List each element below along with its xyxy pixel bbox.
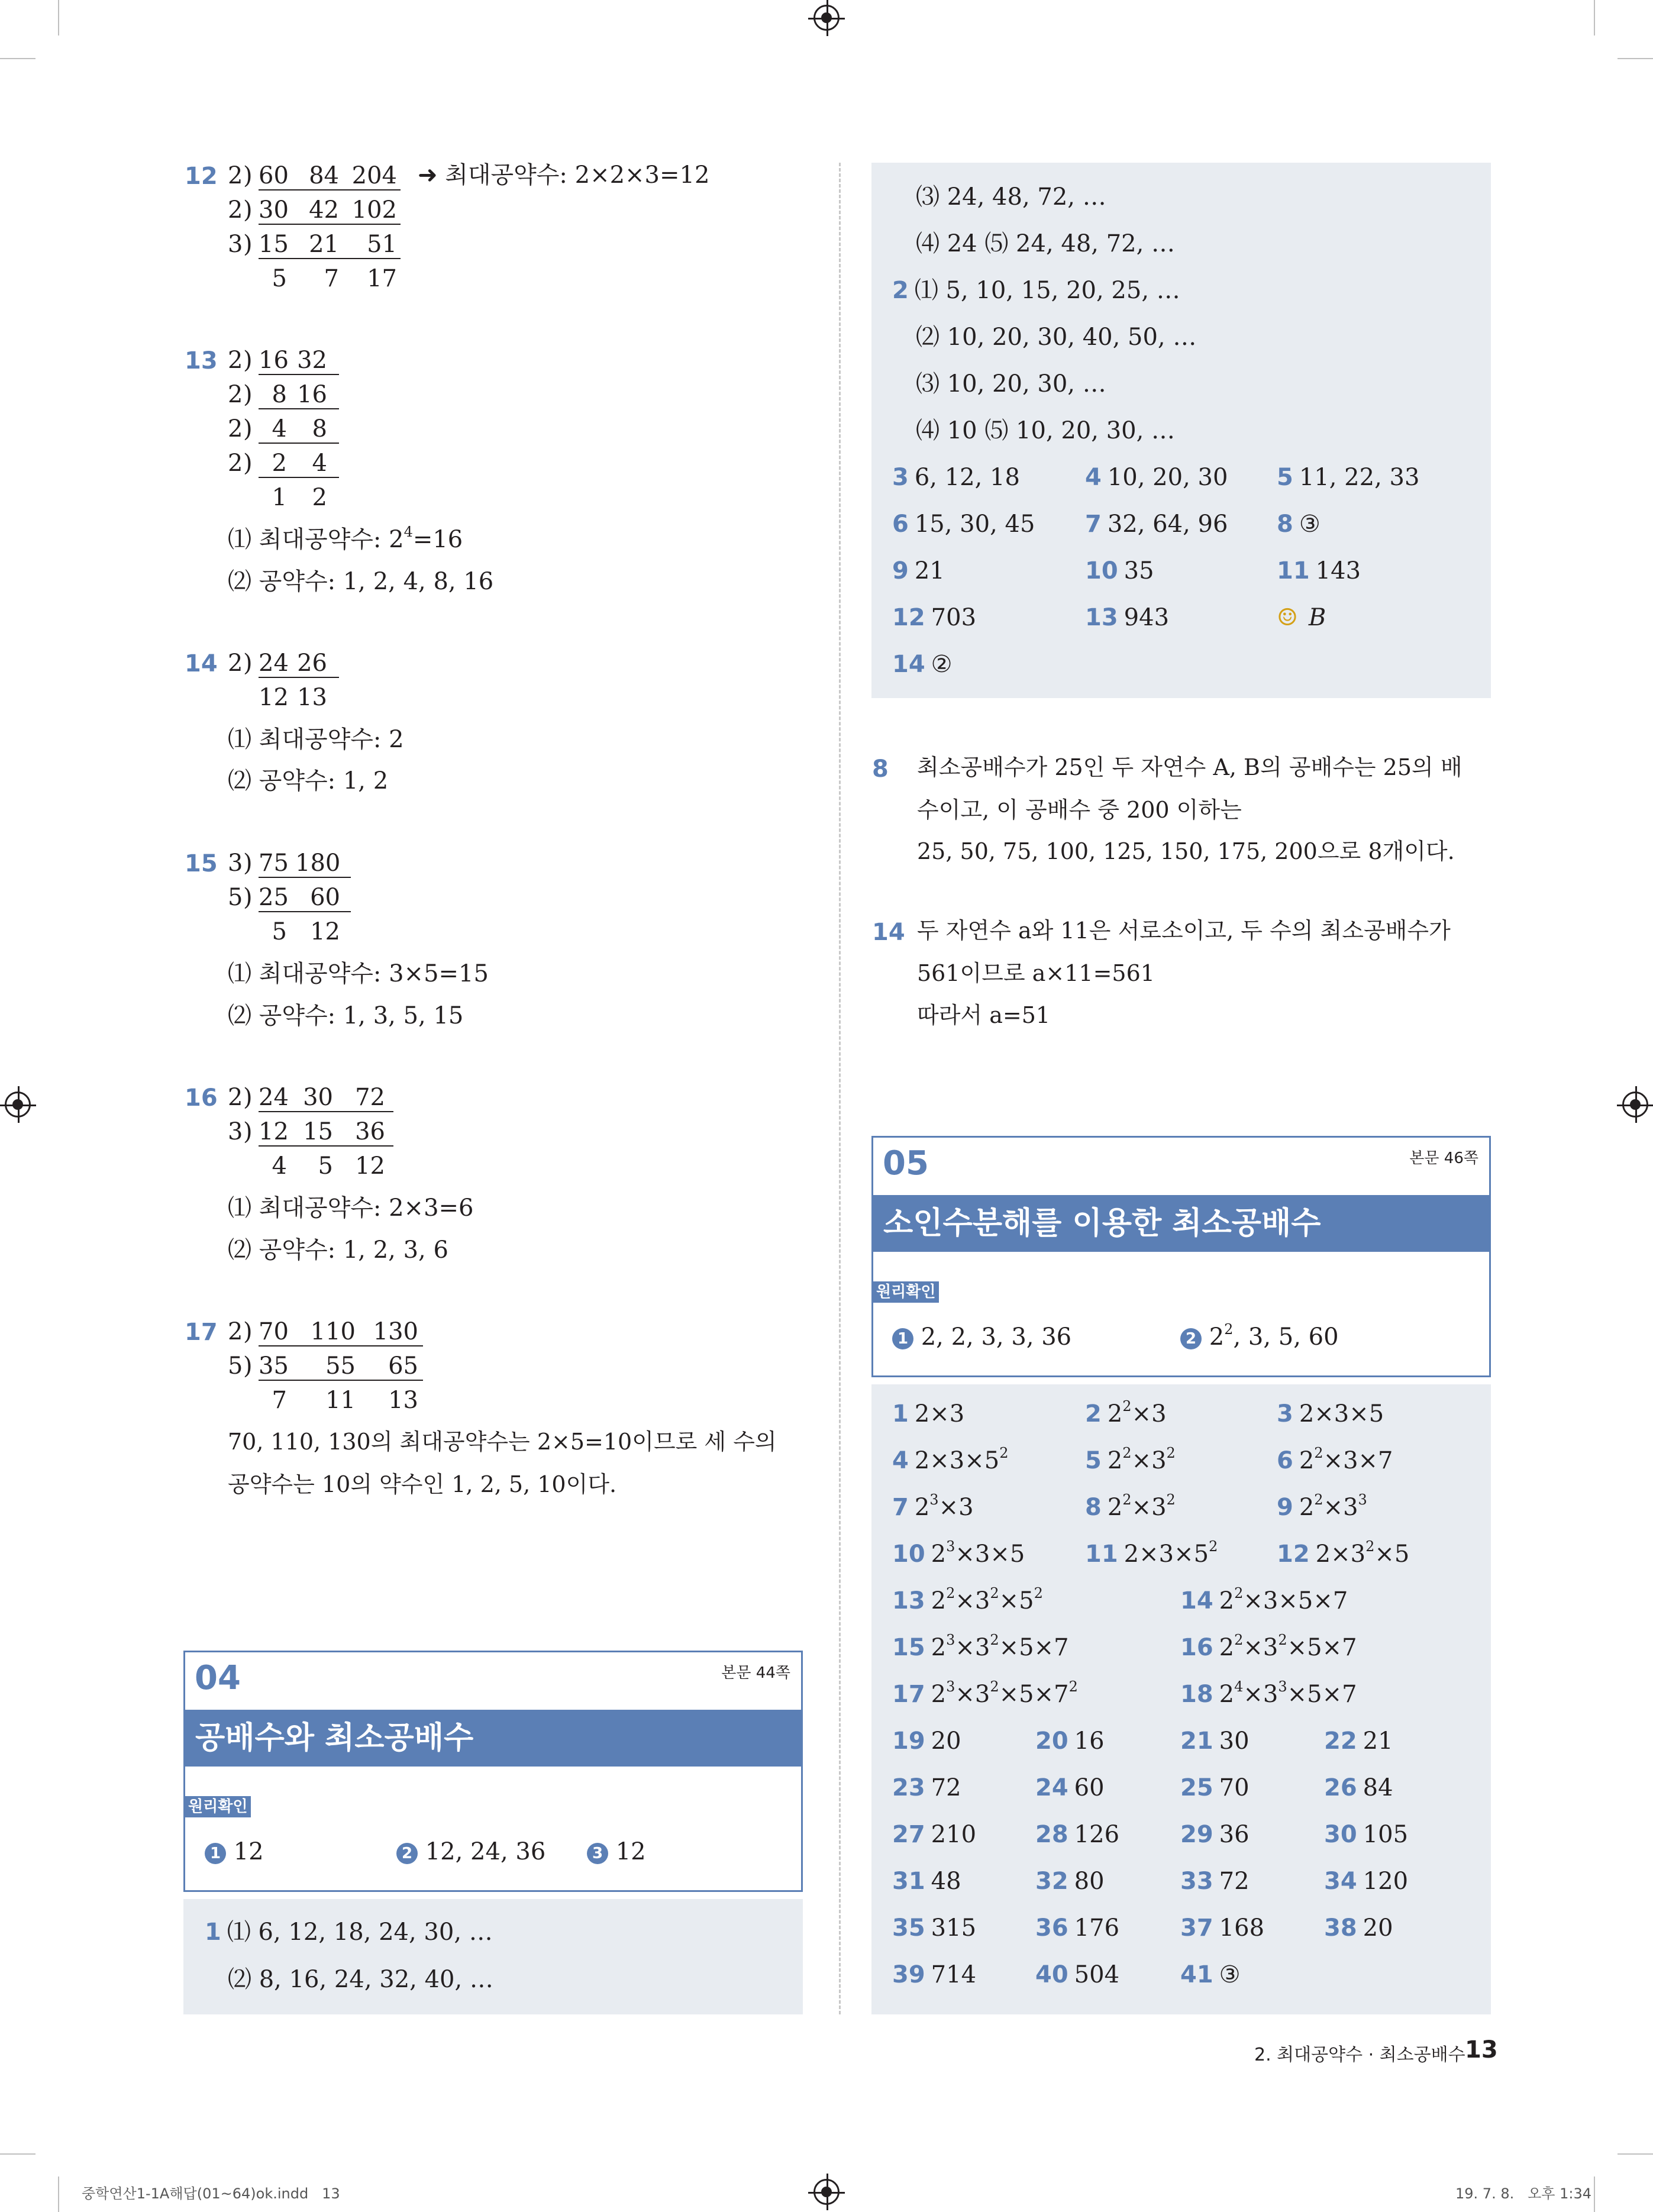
problem-number: 13	[185, 347, 218, 374]
item-value: 210	[931, 1821, 977, 1848]
item-value: $2^2\times 3^2\times 5^2$	[931, 1585, 1043, 1614]
principle-answer: 2 $2^2$, 3, 5, 60	[1180, 1325, 1339, 1349]
item-value: 168	[1219, 1914, 1265, 1942]
item-value: 32, 64, 96	[1107, 511, 1228, 538]
item-number: 16	[1180, 1634, 1213, 1661]
item-number: 39	[892, 1961, 925, 1988]
item-value: $2^2\times 3^3$	[1299, 1491, 1367, 1521]
problem-number: 12	[185, 163, 218, 190]
item-value: $2^3\times 3^2\times 5\times 7$	[931, 1632, 1069, 1661]
answer-item	[892, 466, 1020, 489]
item-number: 9	[1277, 1494, 1293, 1521]
item-value: 2×3	[914, 1400, 965, 1428]
answer-item	[892, 1491, 974, 1521]
answer-line: ⑵ 공약수: 1, 2, 4, 8, 16	[228, 568, 494, 595]
item-number: 13	[1085, 604, 1118, 631]
answer-line: 2 ⑴ 5, 10, 15, 20, 25, …	[892, 277, 1180, 304]
answer-line: ⑴ 최대공약수: 2×3=6	[228, 1194, 474, 1222]
item-value: 16	[1074, 1727, 1105, 1755]
number-circle-icon: 1	[892, 1328, 913, 1349]
item-value: $2^3\times 3\times 5$	[931, 1538, 1025, 1568]
answer-line: ⑴ 최대공약수: 2	[228, 726, 404, 753]
item-value: 143	[1315, 557, 1361, 585]
item-value: 714	[931, 1961, 977, 1988]
item-number: 12	[892, 604, 925, 631]
answer-item	[1035, 1916, 1119, 1940]
item-number: 11	[1085, 1541, 1118, 1568]
item-value: $2^3\times 3$	[914, 1491, 974, 1521]
answer-line: ⑴ 최대공약수: 3×5=15	[228, 960, 489, 987]
crop-mark	[1618, 2153, 1653, 2155]
item-number: 1	[892, 1400, 909, 1428]
item-number: 37	[1180, 1914, 1213, 1942]
item-number: 2	[1085, 1400, 1102, 1428]
answer-item	[1180, 1916, 1264, 1940]
section-title: 공배수와 최소공배수	[183, 1710, 803, 1767]
answer-item	[892, 1678, 1078, 1708]
crop-mark	[1594, 0, 1595, 35]
item-value: $2^2\times 3^2\times 5\times 7$	[1219, 1632, 1357, 1661]
item-value: 20	[931, 1727, 961, 1755]
answer-item	[1277, 512, 1321, 536]
answer-item	[892, 1729, 961, 1753]
principle-answer: 3 12	[587, 1840, 646, 1864]
registration-mark-icon	[1622, 1092, 1648, 1118]
problem-number: 16	[185, 1084, 218, 1112]
item-number: 6	[1277, 1447, 1293, 1474]
item-value: $2^2\times 3\times 7$	[1299, 1445, 1393, 1474]
item-number: 31	[892, 1868, 925, 1895]
explanation-line: 25, 50, 75, 100, 125, 150, 175, 200으로 8개이다.	[917, 838, 1455, 864]
registration-mark-icon	[5, 1092, 31, 1118]
chapter-label: 2. 최대공약수 · 최소공배수	[1254, 2045, 1465, 2065]
answer-line: ⑶ 10, 20, 30, …	[916, 370, 1106, 398]
answer-line: ⑷ 10 ⑸ 10, 20, 30, …	[916, 417, 1176, 444]
item-number: 28	[1035, 1821, 1068, 1848]
answer-line: ⑶ 24, 48, 72, …	[916, 183, 1106, 211]
column-divider	[839, 163, 841, 2014]
item-number: 33	[1180, 1868, 1213, 1895]
item-value: 120	[1363, 1868, 1409, 1895]
answer-item	[892, 1963, 976, 1987]
explanation-number: 14	[872, 919, 905, 946]
item-number: 35	[892, 1914, 925, 1942]
item-number: 29	[1180, 1821, 1213, 1848]
item-number: 6	[892, 511, 909, 538]
page-reference: 본문 46쪽	[1409, 1149, 1478, 1167]
item-number: 32	[1035, 1868, 1068, 1895]
answer-item	[1085, 559, 1154, 583]
explanation-number: 8	[872, 755, 889, 783]
answer-item	[892, 1869, 961, 1893]
item-number: 5	[1085, 1447, 1102, 1474]
item-value: $2^2\times 3^2$	[1107, 1445, 1176, 1474]
answer-item	[1085, 512, 1228, 536]
answer-item	[1277, 1445, 1393, 1474]
number-circle-icon: 3	[587, 1843, 608, 1864]
answer-line: 1 ⑴ 6, 12, 18, 24, 30, …	[205, 1919, 493, 1946]
answer-item	[892, 1445, 1009, 1474]
answer-item	[1035, 1823, 1119, 1846]
answer-item	[892, 1632, 1069, 1661]
crop-mark	[58, 0, 59, 35]
answer-item	[892, 1776, 961, 1800]
registration-mark-icon	[813, 2179, 840, 2205]
item-value: 21	[914, 557, 945, 585]
answer-item	[892, 1916, 976, 1940]
crop-mark	[58, 2177, 59, 2212]
explanation-line: 수이고, 이 공배수 중 200 이하는	[917, 797, 1242, 823]
answer-item	[1085, 466, 1228, 489]
item-number: 24	[1035, 1774, 1068, 1801]
crop-mark	[0, 2153, 35, 2155]
problem-number: 14	[185, 650, 218, 677]
item-number: 40	[1035, 1961, 1068, 1988]
number-circle-icon: 2	[396, 1843, 418, 1864]
problem-number: 15	[185, 850, 218, 877]
answer-item	[892, 559, 945, 583]
answer-item	[1180, 1776, 1250, 1800]
answer-item	[1085, 1538, 1218, 1568]
item-number: 9	[892, 557, 909, 585]
item-number: 5	[1277, 464, 1293, 491]
answer-item	[1085, 1491, 1176, 1521]
answer-item	[892, 1585, 1043, 1614]
explanation-line: 70, 110, 130의 최대공약수는 2×5=10이므로 세 수의	[228, 1429, 777, 1455]
item-value: 126	[1074, 1821, 1120, 1848]
item-value: 20	[1363, 1914, 1393, 1942]
answer-item	[892, 1823, 976, 1846]
answer-item	[892, 1538, 1025, 1568]
explanation-line: 최소공배수가 25인 두 자연수 A, B의 공배수는 25의 배	[917, 754, 1462, 780]
explanation-line: 두 자연수 a와 11은 서로소이고, 두 수의 최소공배수가	[917, 918, 1451, 944]
item-number: 10	[1085, 557, 1118, 585]
item-number: 38	[1324, 1914, 1357, 1942]
item-value: $2^2\times 3^2$	[1107, 1491, 1176, 1521]
explanation-line: 561이므로 a×11=561	[917, 960, 1155, 986]
explanation-line: 따라서 a=51	[917, 1002, 1051, 1028]
file-name: 중학연산1-1A해답(01~64)ok.indd 13	[82, 2185, 340, 2202]
answer-line: ⑵ 공약수: 1, 2, 3, 6	[228, 1236, 448, 1264]
crop-mark	[1594, 2177, 1595, 2212]
item-value: 6, 12, 18	[914, 464, 1020, 491]
answer-item	[1277, 1538, 1410, 1568]
item-value: 315	[931, 1914, 977, 1942]
answer-item	[1277, 466, 1419, 489]
item-number: 21	[1180, 1727, 1213, 1755]
answer-line: ⑵ 공약수: 1, 2	[228, 767, 389, 795]
number-circle-icon: 2	[1180, 1328, 1202, 1349]
answer-item	[1277, 1402, 1384, 1426]
answer-item	[1085, 1398, 1167, 1428]
item-number: 11	[1277, 557, 1310, 585]
principle-answer: 2 12, 24, 36	[396, 1840, 545, 1864]
answer-line: ⑵ 10, 20, 30, 40, 50, …	[916, 324, 1197, 351]
item-number: 13	[892, 1587, 925, 1614]
item-value: $2\times 3^2\times 5$	[1315, 1538, 1410, 1568]
item-number: 7	[892, 1494, 909, 1521]
item-number: 3	[892, 464, 909, 491]
section-number: 04	[195, 1659, 241, 1697]
answer-item	[1324, 1869, 1408, 1893]
item-number: 17	[892, 1681, 925, 1708]
answer-item	[1180, 1823, 1250, 1846]
answer-item	[1180, 1869, 1250, 1893]
answer-item	[892, 512, 1035, 536]
item-value: 504	[1074, 1961, 1120, 1988]
answer-item	[892, 1402, 964, 1426]
print-date: 19. 7. 8. 오후 1:34	[1455, 2185, 1592, 2202]
answer-line: ⑵ 8, 16, 24, 32, 40, …	[228, 1966, 493, 1993]
item-number: 25	[1180, 1774, 1213, 1801]
answer-item	[1180, 1729, 1250, 1753]
answer-item	[1324, 1729, 1393, 1753]
item-value: $2^2\times 3\times 5\times 7$	[1219, 1585, 1348, 1614]
answer-line: ⑷ 24 ⑸ 24, 48, 72, …	[916, 230, 1176, 257]
answer-item	[1180, 1963, 1241, 1987]
item-value: 36	[1219, 1821, 1250, 1848]
item-number: 27	[892, 1821, 925, 1848]
answer-item	[1180, 1585, 1348, 1614]
item-value: $2^3\times 3^2\times 5\times 7^2$	[931, 1678, 1078, 1708]
item-number: 41	[1180, 1961, 1213, 1988]
answer-item	[1035, 1869, 1105, 1893]
answer-item	[1277, 1491, 1367, 1521]
answer-item	[1035, 1729, 1105, 1753]
item-number: 7	[1085, 511, 1102, 538]
principle-answer: 1 2, 2, 3, 3, 36	[892, 1325, 1071, 1349]
answer-item	[1085, 1445, 1176, 1474]
smiley-icon: ☺	[1277, 604, 1298, 631]
item-value: 10, 20, 30	[1107, 464, 1228, 491]
item-value: 176	[1074, 1914, 1120, 1942]
number-circle-icon: 1	[205, 1843, 226, 1864]
item-value: 72	[1219, 1868, 1250, 1895]
item-value: 943	[1123, 604, 1170, 631]
answer-item	[1277, 606, 1326, 629]
page-number: 13	[1465, 2036, 1498, 2064]
item-number: 15	[892, 1634, 925, 1661]
item-number: 23	[892, 1774, 925, 1801]
item-value: 15, 30, 45	[914, 511, 1035, 538]
item-value: 35	[1123, 557, 1154, 585]
item-number: 30	[1324, 1821, 1357, 1848]
registration-mark-icon	[813, 5, 840, 31]
item-value: $2^2\times 3$	[1107, 1398, 1167, 1428]
item-number: 20	[1035, 1727, 1068, 1755]
item-number: 18	[1180, 1681, 1213, 1708]
item-number: 26	[1324, 1774, 1357, 1801]
answer-item	[1035, 1776, 1105, 1800]
item-number: 34	[1324, 1868, 1357, 1895]
item-value: 11, 22, 33	[1299, 464, 1420, 491]
item-value: $2\times 3\times 5^2$	[914, 1445, 1009, 1474]
item-value: 70	[1219, 1774, 1250, 1801]
answer-item	[1085, 606, 1169, 629]
item-number: 12	[1277, 1541, 1310, 1568]
item-number: 36	[1035, 1914, 1068, 1942]
item-number: 10	[892, 1541, 925, 1568]
item-value: 21	[1363, 1727, 1393, 1755]
item-value: 72	[931, 1774, 961, 1801]
item-value: 48	[931, 1868, 961, 1895]
answer-line: ⑴ 최대공약수: $2^4=16$	[228, 524, 463, 553]
answer-item	[1324, 1916, 1393, 1940]
item-value: ③	[1299, 511, 1321, 538]
item-value: $2^4\times 3^3\times 5\times 7$	[1219, 1678, 1357, 1708]
item-value: 80	[1074, 1868, 1105, 1895]
item-number: 8	[1277, 511, 1293, 538]
principle-check-tag: 원리확인	[873, 1281, 939, 1303]
answer-item	[892, 653, 953, 676]
explanation-line: 공약수는 10의 약수인 1, 2, 5, 10이다.	[228, 1471, 617, 1497]
item-value: 30	[1219, 1727, 1250, 1755]
item-number: 4	[892, 1447, 909, 1474]
item-number: 3	[1277, 1400, 1293, 1428]
item-number: 19	[892, 1727, 925, 1755]
crop-mark	[0, 58, 35, 59]
answer-item	[1277, 559, 1361, 583]
item-number: 8	[1085, 1494, 1102, 1521]
answer-item	[1180, 1678, 1357, 1708]
item-number: 4	[1085, 464, 1102, 491]
item-value: ③	[1219, 1961, 1241, 1988]
answer-item	[1324, 1776, 1393, 1800]
answer-item	[892, 606, 976, 629]
crop-mark	[1618, 58, 1653, 59]
item-value: 2×3×5	[1299, 1400, 1384, 1428]
item-number: 14	[1180, 1587, 1213, 1614]
item-value: 84	[1363, 1774, 1393, 1801]
item-value: 60	[1074, 1774, 1105, 1801]
item-number: 22	[1324, 1727, 1357, 1755]
item-value: ②	[931, 651, 953, 678]
section-title: 소인수분해를 이용한 최소공배수	[871, 1195, 1491, 1252]
answer-item	[1035, 1963, 1119, 1987]
gcd-result: ➜ 최대공약수: 2×2×3=12	[418, 162, 710, 189]
item-value: 105	[1363, 1821, 1409, 1848]
principle-check-tag: 원리확인	[185, 1796, 251, 1817]
page-reference: 본문 44쪽	[721, 1664, 790, 1682]
item-number: 14	[892, 651, 925, 678]
item-value: B	[1308, 604, 1326, 631]
answer-panel	[183, 1899, 803, 2014]
section-number: 05	[883, 1144, 929, 1183]
principle-answer: 1 12	[205, 1840, 264, 1864]
answer-item	[1180, 1632, 1357, 1661]
item-value: 703	[931, 604, 977, 631]
answer-item	[1324, 1823, 1408, 1846]
answer-line: ⑵ 공약수: 1, 3, 5, 15	[228, 1002, 464, 1029]
item-value: $2\times 3\times 5^2$	[1123, 1538, 1218, 1568]
problem-number: 17	[185, 1319, 218, 1346]
